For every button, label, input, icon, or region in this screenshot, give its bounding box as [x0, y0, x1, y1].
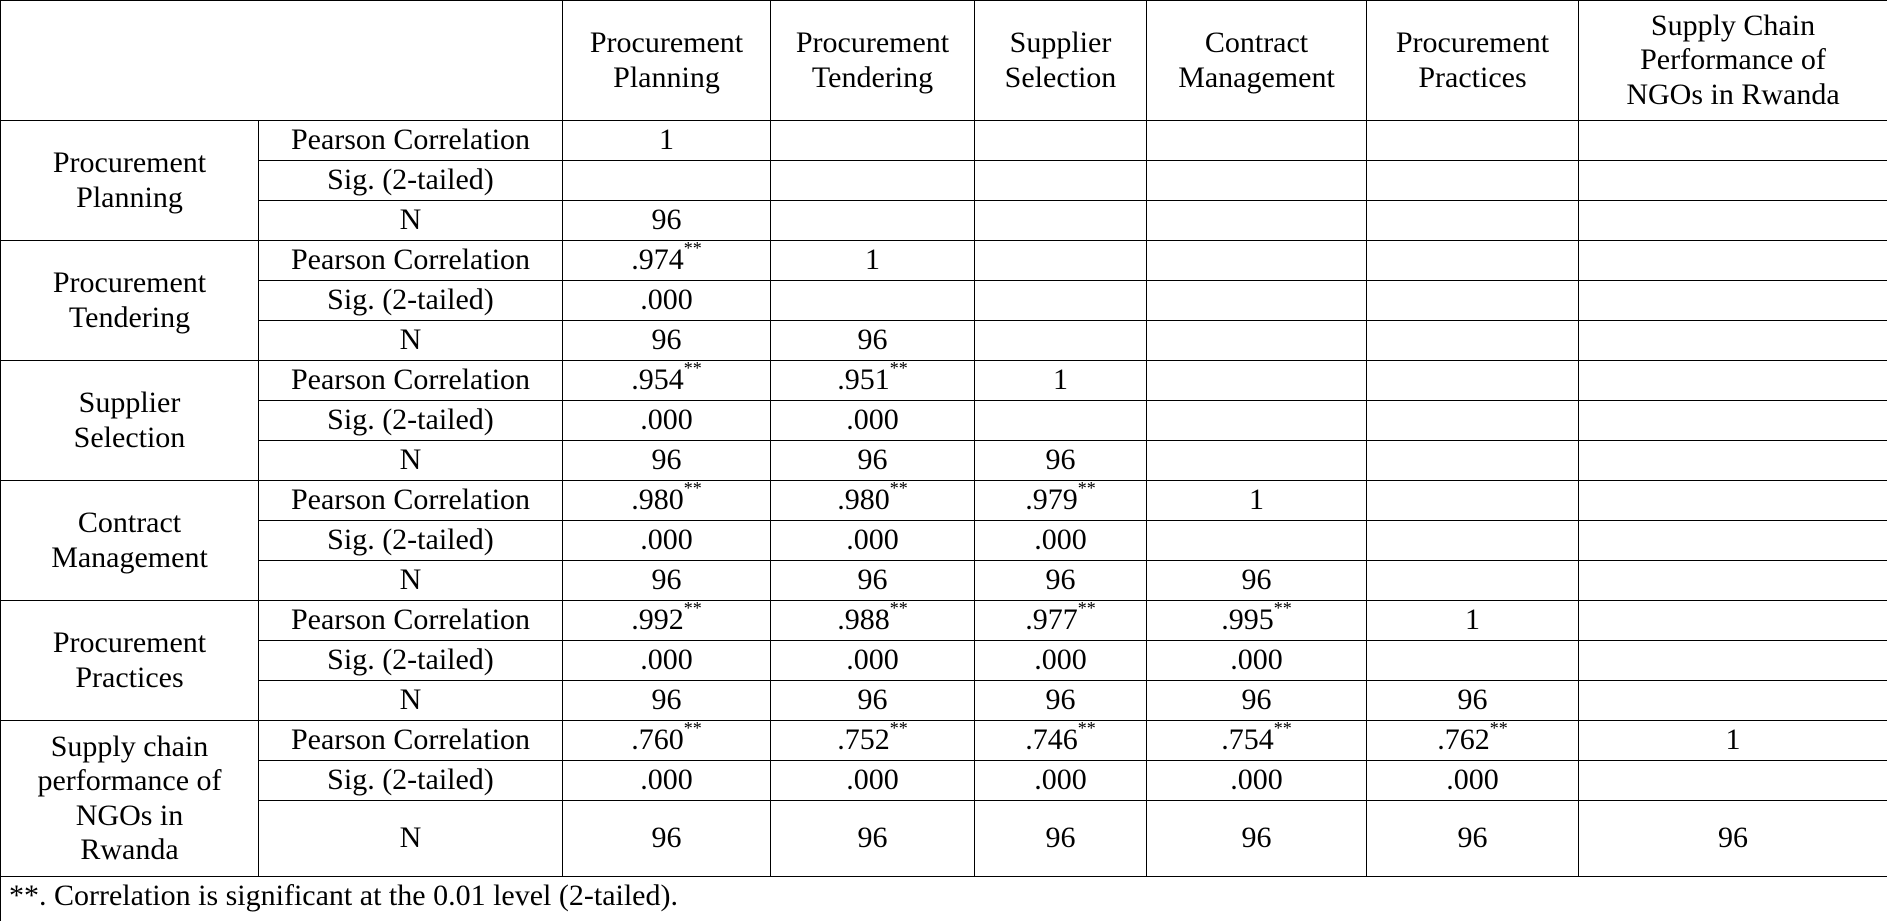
column-header-line: Planning: [613, 61, 720, 94]
value-cell: [563, 681, 771, 721]
cell-value: .000: [1230, 643, 1283, 676]
value-cell: [563, 441, 771, 481]
value-cell: [1147, 201, 1367, 241]
value-cell: [1147, 761, 1367, 801]
statistic-label: N: [259, 321, 563, 361]
cell-value: 96: [652, 323, 682, 356]
column-header-line: Tendering: [812, 61, 933, 94]
cell-value: 96: [1242, 683, 1272, 716]
column-header: [771, 1, 975, 121]
value-cell: [563, 121, 771, 161]
value-cell: [975, 801, 1147, 877]
value-cell: [1367, 601, 1579, 641]
value-cell: [771, 401, 975, 441]
statistic-label: Sig. (2-tailed): [259, 401, 563, 441]
cell-value: .980: [631, 483, 684, 516]
cell-value: 96: [652, 683, 682, 716]
significance-marker: **: [890, 478, 908, 498]
significance-marker: **: [684, 358, 702, 378]
cell-value: .000: [640, 523, 693, 556]
column-header: [1579, 1, 1887, 121]
cell-value: .746: [1025, 723, 1078, 756]
table-row: [1, 121, 1887, 161]
cell-value: 96: [1046, 563, 1076, 596]
cell-value: 96: [1458, 683, 1488, 716]
value-cell: [975, 681, 1147, 721]
cell-value: 96: [652, 443, 682, 476]
cell-value: 96: [858, 683, 888, 716]
table-row: [1, 321, 1887, 361]
value-cell: [1367, 761, 1579, 801]
value-cell: [1579, 641, 1887, 681]
value-cell: [771, 201, 975, 241]
value-cell: [1579, 761, 1887, 801]
value-cell: [1579, 121, 1887, 161]
column-header-line: Procurement: [590, 26, 743, 59]
value-cell: [1147, 641, 1367, 681]
value-cell: [975, 121, 1147, 161]
column-header-line: Practices: [1418, 61, 1526, 94]
value-cell: [563, 321, 771, 361]
table-row: [1, 801, 1887, 877]
cell-value: 96: [858, 443, 888, 476]
value-cell: [771, 121, 975, 161]
value-cell: [1367, 201, 1579, 241]
value-cell: [1147, 721, 1367, 761]
value-cell: [1579, 801, 1887, 877]
statistic-label: Sig. (2-tailed): [259, 641, 563, 681]
value-cell: [1579, 601, 1887, 641]
value-cell: [1367, 401, 1579, 441]
value-cell: [1147, 321, 1367, 361]
row-label-line: Rwanda: [80, 833, 178, 866]
table-row: [1, 681, 1887, 721]
statistic-label: Pearson Correlation: [259, 121, 563, 161]
value-cell: [1147, 361, 1367, 401]
cell-value: 96: [858, 323, 888, 356]
value-cell: [563, 801, 771, 877]
value-cell: [1367, 321, 1579, 361]
value-cell: [563, 561, 771, 601]
statistic-label: Pearson Correlation: [259, 361, 563, 401]
value-cell: [1367, 521, 1579, 561]
value-cell: [771, 281, 975, 321]
column-header: [1367, 1, 1579, 121]
table-row: [1, 281, 1887, 321]
cell-value: .974: [631, 243, 684, 276]
value-cell: [771, 761, 975, 801]
cell-value: .979: [1025, 483, 1078, 516]
significance-marker: **: [684, 238, 702, 258]
column-header: [975, 1, 1147, 121]
value-cell: [1147, 121, 1367, 161]
value-cell: [975, 641, 1147, 681]
cell-value: .000: [846, 643, 899, 676]
value-cell: [563, 361, 771, 401]
value-cell: [975, 201, 1147, 241]
statistic-label: Sig. (2-tailed): [259, 281, 563, 321]
cell-value: .000: [1034, 643, 1087, 676]
value-cell: [1147, 801, 1367, 877]
value-cell: [1147, 161, 1367, 201]
table-body: [1, 121, 1887, 877]
row-label-line: Supplier: [79, 386, 181, 419]
row-variable-label: [1, 121, 259, 241]
value-cell: [975, 401, 1147, 441]
value-cell: [771, 801, 975, 877]
value-cell: [1367, 361, 1579, 401]
row-variable-label: [1, 361, 259, 481]
value-cell: [1579, 281, 1887, 321]
value-cell: [975, 241, 1147, 281]
value-cell: [1147, 281, 1367, 321]
value-cell: [1147, 601, 1367, 641]
table-row: [1, 361, 1887, 401]
column-header-line: NGOs in Rwanda: [1626, 78, 1839, 111]
statistic-label: Sig. (2-tailed): [259, 761, 563, 801]
cell-value: .754: [1221, 723, 1274, 756]
value-cell: [1367, 241, 1579, 281]
value-cell: [1367, 121, 1579, 161]
row-label-line: Tendering: [69, 301, 190, 334]
row-variable-label: [1, 601, 259, 721]
cell-value: .995: [1221, 603, 1274, 636]
column-header-line: Procurement: [1396, 26, 1549, 59]
cell-value: 1: [1465, 603, 1480, 636]
column-header-line: Management: [1178, 61, 1335, 94]
cell-value: 96: [652, 821, 682, 854]
value-cell: [975, 721, 1147, 761]
row-label-line: Procurement: [53, 266, 206, 299]
value-cell: [1147, 401, 1367, 441]
cell-value: 96: [1242, 821, 1272, 854]
value-cell: [771, 361, 975, 401]
corner-cell: [1, 1, 563, 121]
table-row: [1, 721, 1887, 761]
value-cell: [975, 481, 1147, 521]
column-header-line: Performance of: [1640, 43, 1826, 76]
value-cell: [771, 561, 975, 601]
table-row: [1, 161, 1887, 201]
cell-value: .000: [846, 403, 899, 436]
value-cell: [1579, 201, 1887, 241]
statistic-label: Sig. (2-tailed): [259, 161, 563, 201]
cell-value: 96: [652, 563, 682, 596]
footnote: **. Correlation is significant at the 0.01 level (2-tailed).: [1, 877, 1887, 921]
statistic-label: Pearson Correlation: [259, 601, 563, 641]
value-cell: [1147, 441, 1367, 481]
statistic-label: Pearson Correlation: [259, 721, 563, 761]
significance-marker: **: [890, 358, 908, 378]
cell-value: .000: [1034, 763, 1087, 796]
value-cell: [1579, 521, 1887, 561]
cell-value: .951: [837, 363, 890, 396]
row-label-line: Supply chain: [51, 730, 209, 763]
row-variable-label: [1, 481, 259, 601]
value-cell: [1579, 441, 1887, 481]
table-row: [1, 761, 1887, 801]
table-row: [1, 481, 1887, 521]
statistic-label: N: [259, 201, 563, 241]
value-cell: [975, 601, 1147, 641]
value-cell: [975, 521, 1147, 561]
value-cell: [563, 401, 771, 441]
value-cell: [1367, 281, 1579, 321]
value-cell: [1147, 561, 1367, 601]
value-cell: [975, 281, 1147, 321]
value-cell: [771, 601, 975, 641]
statistic-label: Sig. (2-tailed): [259, 521, 563, 561]
table-row: [1, 641, 1887, 681]
value-cell: [563, 521, 771, 561]
cell-value: 1: [1726, 723, 1741, 756]
cell-value: .000: [1446, 763, 1499, 796]
significance-marker: **: [890, 598, 908, 618]
value-cell: [1367, 161, 1579, 201]
cell-value: 1: [659, 123, 674, 156]
column-header-line: Selection: [1005, 61, 1117, 94]
value-cell: [771, 721, 975, 761]
value-cell: [1367, 441, 1579, 481]
value-cell: [1579, 361, 1887, 401]
value-cell: [975, 361, 1147, 401]
statistic-label: Pearson Correlation: [259, 241, 563, 281]
value-cell: [771, 161, 975, 201]
row-label-line: Procurement: [53, 146, 206, 179]
row-variable-label: [1, 241, 259, 361]
column-header: [563, 1, 771, 121]
table-row: [1, 401, 1887, 441]
value-cell: [563, 721, 771, 761]
cell-value: .762: [1437, 723, 1490, 756]
cell-value: 96: [1046, 821, 1076, 854]
cell-value: .000: [846, 763, 899, 796]
value-cell: [1579, 721, 1887, 761]
cell-value: 96: [1458, 821, 1488, 854]
value-cell: [1579, 681, 1887, 721]
cell-value: .954: [631, 363, 684, 396]
row-label-line: NGOs in: [76, 799, 184, 832]
value-cell: [563, 601, 771, 641]
value-cell: [1147, 681, 1367, 721]
cell-value: 96: [1718, 821, 1748, 854]
statistic-label: N: [259, 561, 563, 601]
cell-value: 1: [1249, 483, 1264, 516]
value-cell: [1579, 161, 1887, 201]
cell-value: .760: [631, 723, 684, 756]
value-cell: [1579, 241, 1887, 281]
row-label-line: Management: [51, 541, 208, 574]
cell-value: 96: [858, 563, 888, 596]
value-cell: [563, 241, 771, 281]
value-cell: [975, 761, 1147, 801]
value-cell: [975, 321, 1147, 361]
cell-value: 96: [858, 821, 888, 854]
value-cell: [1367, 561, 1579, 601]
value-cell: [1367, 801, 1579, 877]
value-cell: [1367, 681, 1579, 721]
value-cell: [1367, 641, 1579, 681]
header-row: [1, 1, 1887, 121]
row-label-line: performance of: [37, 764, 221, 797]
value-cell: [1367, 481, 1579, 521]
statistic-label: Pearson Correlation: [259, 481, 563, 521]
row-variable-label: [1, 721, 259, 877]
value-cell: [975, 161, 1147, 201]
value-cell: [1147, 481, 1367, 521]
significance-marker: **: [684, 718, 702, 738]
table-row: [1, 201, 1887, 241]
value-cell: [1367, 721, 1579, 761]
cell-value: .000: [640, 283, 693, 316]
cell-value: .000: [1230, 763, 1283, 796]
value-cell: [771, 681, 975, 721]
statistic-label: N: [259, 441, 563, 481]
cell-value: .988: [837, 603, 890, 636]
significance-marker: **: [1274, 718, 1292, 738]
value-cell: [563, 641, 771, 681]
footnote-row: [1, 877, 1887, 921]
table-row: [1, 521, 1887, 561]
significance-marker: **: [684, 478, 702, 498]
significance-marker: **: [890, 718, 908, 738]
cell-value: 1: [1053, 363, 1068, 396]
column-header-line: Supply Chain: [1651, 9, 1815, 42]
value-cell: [1147, 241, 1367, 281]
cell-value: 96: [1046, 683, 1076, 716]
significance-marker: **: [1078, 598, 1096, 618]
value-cell: [771, 481, 975, 521]
value-cell: [975, 441, 1147, 481]
value-cell: [563, 481, 771, 521]
cell-value: 96: [1046, 443, 1076, 476]
cell-value: .000: [640, 403, 693, 436]
statistic-label: N: [259, 801, 563, 877]
row-label-line: Contract: [78, 506, 181, 539]
significance-marker: **: [1274, 598, 1292, 618]
cell-value: .980: [837, 483, 890, 516]
table-row: [1, 601, 1887, 641]
value-cell: [771, 441, 975, 481]
value-cell: [771, 321, 975, 361]
statistic-label: N: [259, 681, 563, 721]
table-row: [1, 241, 1887, 281]
value-cell: [1579, 401, 1887, 441]
value-cell: [975, 561, 1147, 601]
value-cell: [1579, 321, 1887, 361]
cell-value: 96: [1242, 563, 1272, 596]
cell-value: 96: [652, 203, 682, 236]
significance-marker: **: [1490, 718, 1508, 738]
value-cell: [771, 521, 975, 561]
value-cell: [1147, 521, 1367, 561]
value-cell: [563, 761, 771, 801]
value-cell: [563, 201, 771, 241]
table-row: [1, 561, 1887, 601]
column-header: [1147, 1, 1367, 121]
significance-marker: **: [1078, 478, 1096, 498]
row-label-line: Practices: [75, 661, 183, 694]
row-label-line: Planning: [76, 181, 183, 214]
value-cell: [1579, 481, 1887, 521]
cell-value: 1: [865, 243, 880, 276]
cell-value: .000: [1034, 523, 1087, 556]
significance-marker: **: [1078, 718, 1096, 738]
value-cell: [563, 161, 771, 201]
column-header-line: Procurement: [796, 26, 949, 59]
cell-value: .977: [1025, 603, 1078, 636]
column-header-line: Supplier: [1010, 26, 1112, 59]
value-cell: [771, 641, 975, 681]
column-header-line: Contract: [1205, 26, 1308, 59]
table-row: [1, 441, 1887, 481]
significance-marker: **: [684, 598, 702, 618]
cell-value: .000: [640, 763, 693, 796]
value-cell: [563, 281, 771, 321]
cell-value: .000: [846, 523, 899, 556]
cell-value: .000: [640, 643, 693, 676]
row-label-line: Procurement: [53, 626, 206, 659]
cell-value: .752: [837, 723, 890, 756]
value-cell: [771, 241, 975, 281]
value-cell: [1579, 561, 1887, 601]
cell-value: .992: [631, 603, 684, 636]
row-label-line: Selection: [74, 421, 186, 454]
